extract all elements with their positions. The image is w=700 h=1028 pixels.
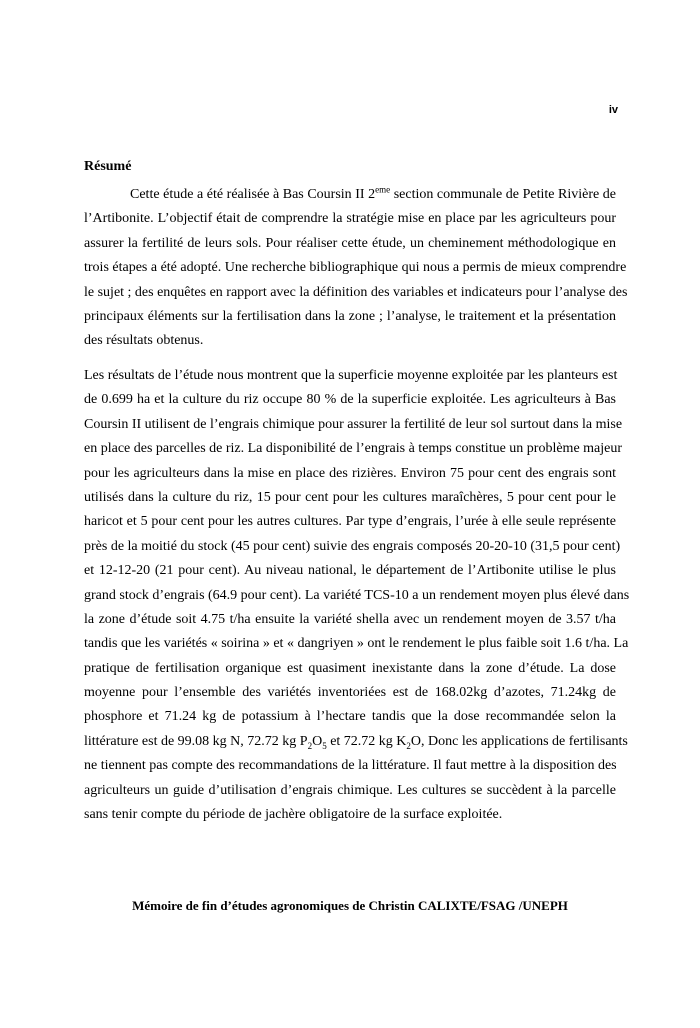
text-line: utilisés dans la culture du riz, 15 pour cent pour les cultures maraîchères, 5 pour cent pour le bbox=[84, 489, 616, 505]
text-line: l’Artibonite. L’objectif était de comprendre la stratégie mise en place par les agriculteurs pour bbox=[84, 211, 616, 227]
text-line: trois étapes a été adopté. Une recherche bibliographique qui nous a permis de mieux comprendre bbox=[84, 260, 627, 276]
text-line: la zone d’étude soit 4.75 t/ha ensuite la variété shella avec un rendement moyen de 3.57 t/ha bbox=[84, 611, 616, 627]
abstract-paragraph-1 bbox=[84, 183, 628, 354]
text-line: moyenne pour l’ensemble des variétés inventoriées est de 168.02kg d’azotes, 71.24kg de bbox=[84, 685, 616, 701]
text-line: tandis que les variétés « soirina » et « dangriyen » ont le rendement le plus faible soit 1.6 t/ha. La bbox=[84, 636, 629, 652]
text-line: littérature est de 99.08 kg N, 72.72 kg $P_2O_5$ et 72.72 kg $K_2O$, Donc les applications de fertilisants bbox=[84, 733, 628, 751]
text-line: en place des parcelles de riz. La disponibilité de l’engrais à temps constitue un problème majeur bbox=[84, 441, 623, 457]
abstract-paragraph-2 bbox=[84, 364, 630, 827]
text-line: le sujet ; des enquêtes en rapport avec la définition des variables et indicateurs pour l’analyse des bbox=[84, 284, 628, 300]
text-line: haricot et 5 pour cent pour les autres cultures. Par type d’engrais, l’urée à elle seule représente bbox=[84, 514, 616, 530]
text-line: Cette étude a été réalisée à Bas Coursin II 2eme section communale de Petite Rivière de bbox=[130, 184, 617, 202]
text-line: pour les agriculteurs dans la mise en place des rizières. Environ 75 pour cent des engrais sont bbox=[84, 465, 616, 481]
page-number: iv bbox=[608, 104, 618, 116]
text-line: Les résultats de l’étude nous montrent que la superficie moyenne exploitée par les planteurs est bbox=[84, 368, 618, 383]
text-line: principaux éléments sur la fertilisation dans la zone ; l’analyse, le traitement et la présentation bbox=[84, 308, 616, 324]
text-line: des résultats obtenus. bbox=[84, 333, 204, 349]
text-line: et 12-12-20 (21 pour cent). Au niveau national, le département de l’Artibonite utilise le plus bbox=[84, 563, 616, 579]
text-line: grand stock d’engrais (64.9 pour cent). La variété TCS-10 a un rendement moyen plus élevé dans bbox=[84, 587, 630, 603]
text-line: assurer la fertilité de leurs sols. Pour réaliser cette étude, un cheminement méthodologique en bbox=[84, 235, 616, 251]
text-line: de 0.699 ha et la culture du riz occupe 80 % de la superficie exploitée. Les agriculteurs à Bas bbox=[84, 392, 616, 408]
page-footer: Mémoire de fin d’études agronomiques de Christin CALIXTE/FSAG /UNEPH bbox=[132, 898, 568, 913]
text-line: sans tenir compte du période de jachère obligatoire de la surface exploitée. bbox=[84, 807, 503, 823]
text-line: Coursin II utilisent de l’engrais chimique pour assurer la fertilité de leur sol surtout dans la mise bbox=[84, 416, 623, 432]
text-line: ne tiennent pas compte des recommandations de la littérature. Il faut mettre à la disposition des bbox=[84, 758, 617, 774]
text-line: près de la moitié du stock (45 pour cent) suivie des engrais composés 20-20-10 (31,5 pour cent) bbox=[84, 538, 621, 554]
text-line: agriculteurs un guide d’utilisation d’engrais chimique. Les cultures se succèdent à la parcelle bbox=[84, 782, 616, 798]
text-line: phosphore et 71.24 kg de potassium à l’hectare tandis que la dose recommandée selon la bbox=[84, 709, 616, 725]
text-line: pratique de fertilisation organique est quasiment inexistante dans la zone d’étude. La dose bbox=[84, 660, 616, 676]
abstract-heading: Résumé bbox=[84, 159, 132, 174]
